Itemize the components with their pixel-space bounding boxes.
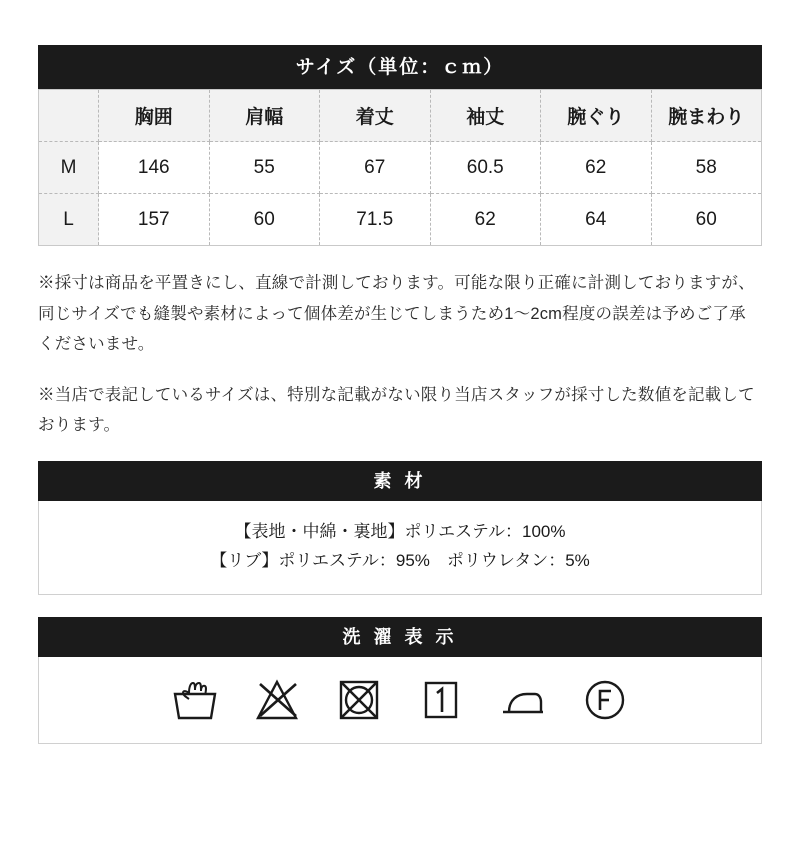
size-table-corner bbox=[39, 90, 99, 142]
cell-m-armhole: 62 bbox=[541, 142, 652, 194]
dry-clean-f-icon bbox=[579, 674, 631, 726]
size-section bbox=[38, 45, 762, 246]
size-table-body bbox=[39, 142, 762, 246]
cell-m-sleeve: 60.5 bbox=[430, 142, 541, 194]
material-line-rib: 【リブ】ポリエステル：95% ポリウレタン：5% bbox=[210, 551, 590, 571]
notes-section bbox=[38, 268, 762, 441]
cell-l-sleeve: 62 bbox=[430, 194, 541, 246]
size-section-title: サイズ（単位：ｃｍ） bbox=[38, 45, 762, 89]
no-tumble-dry-icon bbox=[333, 674, 385, 726]
table-row bbox=[39, 142, 762, 194]
wash-icon-row bbox=[38, 657, 762, 744]
spec-sheet bbox=[0, 45, 800, 845]
cell-m-bust: 146 bbox=[99, 142, 210, 194]
cell-m-arm-circumference: 58 bbox=[651, 142, 762, 194]
size-table-head bbox=[39, 90, 762, 142]
size-table bbox=[38, 89, 762, 246]
cell-m-shoulder: 55 bbox=[209, 142, 320, 194]
row-label-l: L bbox=[39, 194, 99, 246]
column-header-length: 着丈 bbox=[320, 90, 431, 142]
cell-l-bust: 157 bbox=[99, 194, 210, 246]
cell-l-armhole: 64 bbox=[541, 194, 652, 246]
material-body bbox=[38, 501, 762, 596]
note-staff-measured: ※当店で表記しているサイズは、特別な記載がない限り当店スタッフが採寸した数値を記載しております。 bbox=[38, 385, 755, 435]
wash-section-title: 洗 濯 表 示 bbox=[38, 617, 762, 657]
dry-flat-icon bbox=[497, 674, 549, 726]
material-section-title: 素 材 bbox=[38, 461, 762, 501]
iron-low-icon bbox=[415, 674, 467, 726]
cell-m-length: 67 bbox=[320, 142, 431, 194]
table-header-row bbox=[39, 90, 762, 142]
column-header-arm-circumference: 腕まわり bbox=[651, 90, 762, 142]
hand-wash-icon bbox=[169, 674, 221, 726]
cell-l-arm-circumference: 60 bbox=[651, 194, 762, 246]
column-header-armhole: 腕ぐり bbox=[541, 90, 652, 142]
material-section bbox=[38, 461, 762, 596]
column-header-bust: 胸囲 bbox=[99, 90, 210, 142]
wash-section bbox=[38, 617, 762, 744]
table-row bbox=[39, 194, 762, 246]
no-bleach-icon bbox=[251, 674, 303, 726]
column-header-sleeve: 袖丈 bbox=[430, 90, 541, 142]
note-measurement: ※採寸は商品を平置きにし、直線で計測しております。可能な限り正確に計測しておりますが、同じサイズでも縫製や素材によって個体差が生じてしまうため1〜2cm程度の誤差は予めご了承くださいませ。 bbox=[38, 274, 755, 354]
cell-l-length: 71.5 bbox=[320, 194, 431, 246]
cell-l-shoulder: 60 bbox=[209, 194, 320, 246]
material-line-shell: 【表地・中綿・裏地】ポリエステル：100% bbox=[234, 521, 566, 541]
column-header-shoulder: 肩幅 bbox=[209, 90, 320, 142]
row-label-m: M bbox=[39, 142, 99, 194]
